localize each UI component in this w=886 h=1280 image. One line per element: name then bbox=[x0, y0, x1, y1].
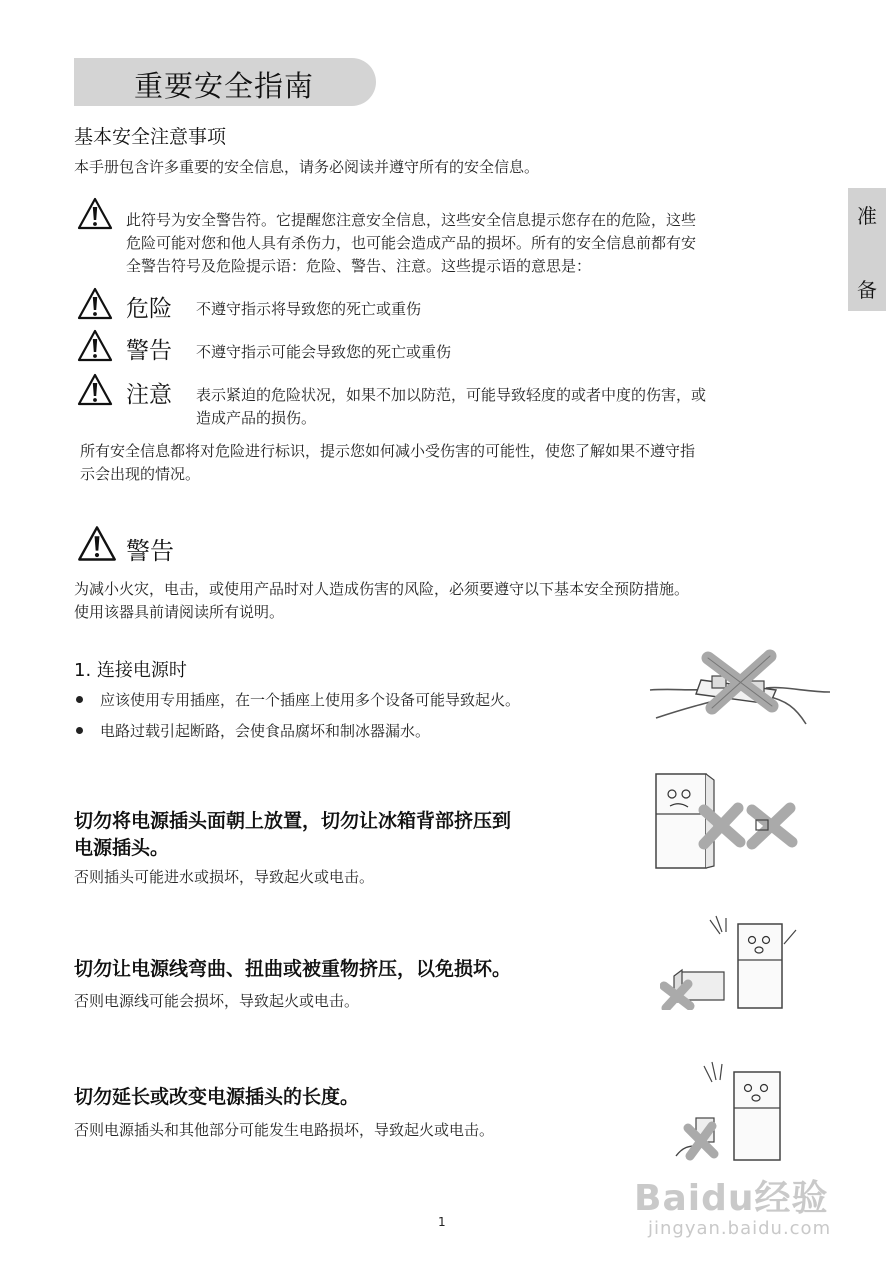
summary-text bbox=[80, 440, 695, 486]
rule-heading-2: 切勿让电源线弯曲、扭曲或被重物挤压，以免损坏。 bbox=[74, 958, 512, 980]
side-tab bbox=[848, 188, 886, 311]
fridge-extension-illustration bbox=[668, 1060, 796, 1164]
power-strip-illustration bbox=[646, 648, 832, 726]
rule-1-line-2: 电源插头。 bbox=[74, 837, 170, 859]
page-number: 1 bbox=[438, 1215, 446, 1229]
caution-line-2: 造成产品的损伤。 bbox=[196, 409, 317, 427]
rule-heading-1 bbox=[74, 808, 511, 862]
warning-text bbox=[74, 578, 689, 624]
danger-triangle-icon bbox=[76, 286, 114, 322]
watermark-logo: Baidu经验 bbox=[634, 1178, 829, 1219]
signal-desc-warning: 不遵守指示可能会导致您的死亡或重伤 bbox=[196, 343, 452, 361]
warning-triangle-icon bbox=[76, 328, 114, 364]
intro-text: 本手册包含许多重要的安全信息，请务必阅读并遵守所有的安全信息。 bbox=[74, 158, 540, 176]
alert-line-1: 此符号为安全警告符。它提醒您注意安全信息，这些安全信息提示您存在的危险，这些 bbox=[126, 211, 697, 229]
rule-note-2: 否则电源线可能会损坏，导致起火或电击。 bbox=[74, 992, 360, 1010]
rule-note-3: 否则电源插头和其他部分可能发生电路损坏，导致起火或电击。 bbox=[74, 1121, 495, 1139]
summary-line-1: 所有安全信息都将对危险进行标识，提示您如何减小受伤害的可能性，使您了解如果不遵守指 bbox=[80, 442, 696, 460]
warning-line-2: 使用该器具前请阅读所有说明。 bbox=[74, 603, 285, 621]
rule-note-1: 否则插头可能进水或损坏，导致起火或电击。 bbox=[74, 868, 375, 886]
warning-triangle-icon bbox=[76, 524, 118, 564]
power-bullet-2: 电路过载引起断路，会使食品腐坏和制冰器漏水。 bbox=[100, 722, 431, 740]
watermark-url: jingyan.baidu.com bbox=[648, 1218, 832, 1239]
rule-1-line-1: 切勿将电源插头面朝上放置，切勿让冰箱背部挤压到 bbox=[74, 810, 512, 832]
alert-line-2: 危险可能对您和他人具有杀伤力，也可能会造成产品的损坏。所有的安全信息前都有安 bbox=[126, 234, 697, 252]
signal-desc-danger: 不遵守指示将导致您的死亡或重伤 bbox=[196, 300, 422, 318]
caution-line-1: 表示紧迫的危险状况，如果不加以防范，可能导致轻度的或者中度的伤害，或 bbox=[196, 386, 707, 404]
caution-triangle-icon bbox=[76, 372, 114, 408]
rule-heading-3: 切勿延长或改变电源插头的长度。 bbox=[74, 1086, 360, 1108]
warning-triangle-icon bbox=[76, 196, 114, 232]
signal-desc-caution bbox=[196, 384, 706, 430]
power-heading: 1. 连接电源时 bbox=[74, 660, 187, 681]
section-heading: 基本安全注意事项 bbox=[74, 126, 227, 148]
side-tab-char-2: 备 bbox=[857, 278, 877, 302]
warning-line-1: 为减小火灾，电击，或使用产品时对人造成伤害的风险，必须要遵守以下基本安全预防措施。 bbox=[74, 580, 690, 598]
side-tab-char-1: 准 bbox=[857, 204, 877, 228]
summary-line-2: 示会出现的情况。 bbox=[80, 465, 201, 483]
signal-word-danger: 危险 bbox=[126, 296, 172, 322]
page-title: 重要安全指南 bbox=[134, 69, 315, 103]
signal-word-caution: 注意 bbox=[126, 382, 172, 408]
alert-symbol-text bbox=[126, 209, 806, 278]
fridge-plug-illustration bbox=[652, 770, 804, 870]
alert-line-3: 全警告符号及危险提示语：危险、警告、注意。这些提示语的意思是： bbox=[126, 257, 592, 275]
signal-word-warning: 警告 bbox=[126, 338, 172, 364]
power-bullet-1: 应该使用专用插座，在一个插座上使用多个设备可能导致起火。 bbox=[100, 691, 521, 709]
warning-heading: 警告 bbox=[126, 537, 174, 565]
fridge-cord-illustration bbox=[660, 914, 800, 1010]
